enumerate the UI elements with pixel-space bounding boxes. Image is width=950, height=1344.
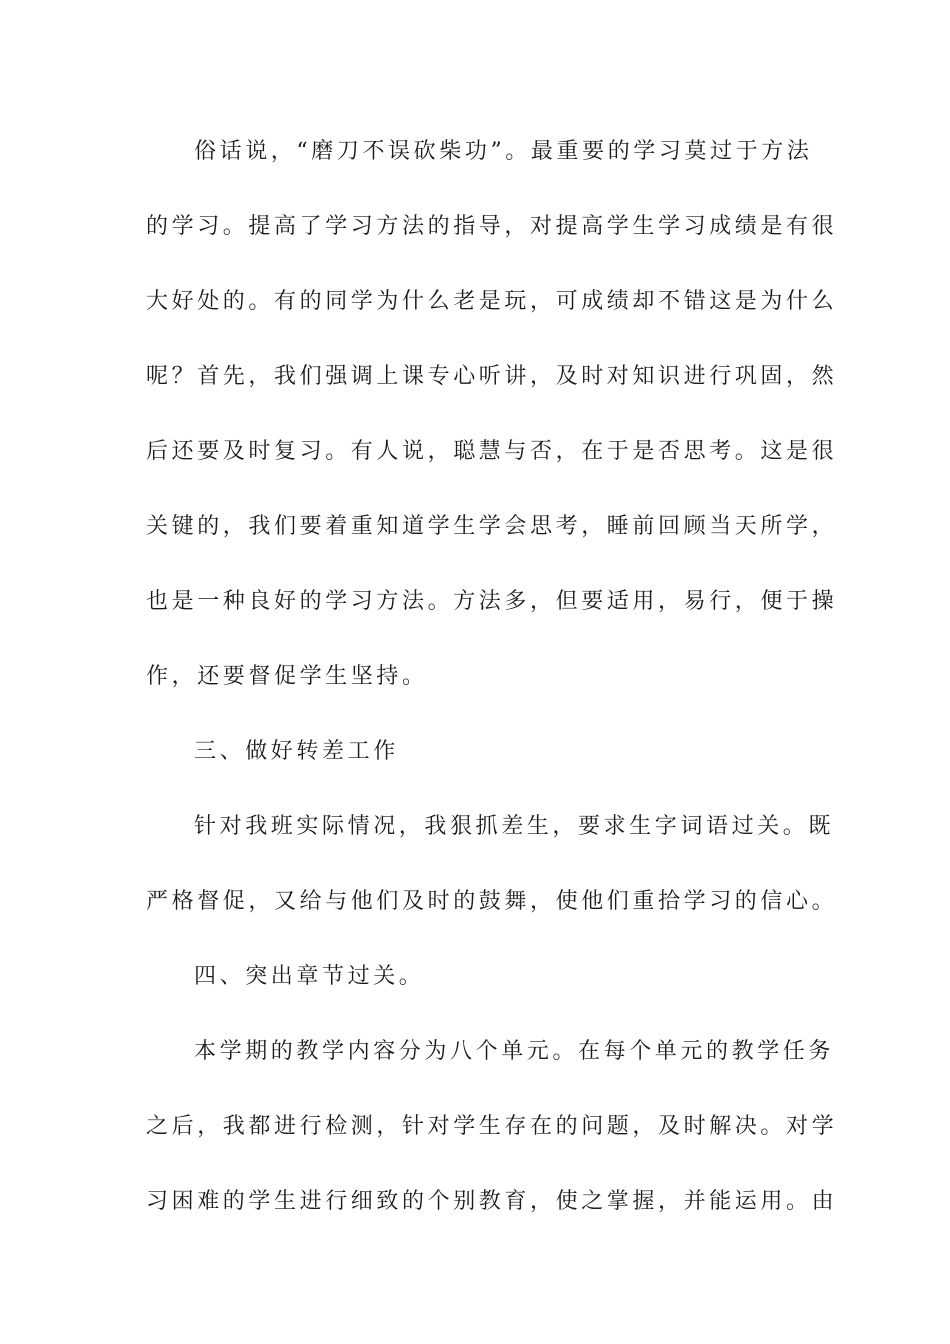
section-heading: 四、突出章节过关。: [194, 964, 425, 989]
paragraph-line: 后还要及时复习。有人说，聪慧与否，在于是否思考。这是很: [146, 439, 838, 464]
document-body: [146, 131, 838, 1256]
paragraph-line: 作，还要督促学生坚持。: [146, 664, 428, 689]
paragraph-line: 针对我班实际情况，我狠抓差生，要求生字词语过关。既: [194, 814, 835, 839]
section-heading: 三、做好转差工作: [194, 739, 399, 764]
paragraph-line: 的学习。提高了学习方法的指导，对提高学生学习成绩是有很: [146, 214, 838, 239]
paragraph-line: 严格督促，又给与他们及时的鼓舞，使他们重拾学习的信心。: [146, 889, 838, 914]
paragraph-line: 呢？首先，我们强调上课专心听讲，及时对知识进行巩固，然: [146, 364, 838, 389]
paragraph-line: 俗话说，“磨刀不误砍柴功”。最重要的学习莫过于方法: [194, 139, 813, 164]
paragraph-line: 大好处的。有的同学为什么老是玩，可成绩却不错这是为什么: [146, 289, 838, 314]
paragraph-line: 关键的，我们要着重知道学生学会思考，睡前回顾当天所学，: [146, 514, 838, 539]
paragraph-line: 本学期的教学内容分为八个单元。在每个单元的教学任务: [194, 1039, 835, 1064]
paragraph-line: 之后，我都进行检测，针对学生存在的问题，及时解决。对学: [146, 1114, 838, 1139]
paragraph-line: 也是一种良好的学习方法。方法多，但要适用，易行，便于操: [146, 589, 838, 614]
paragraph-line: 习困难的学生进行细致的个别教育，使之掌握，并能运用。由: [146, 1189, 838, 1214]
